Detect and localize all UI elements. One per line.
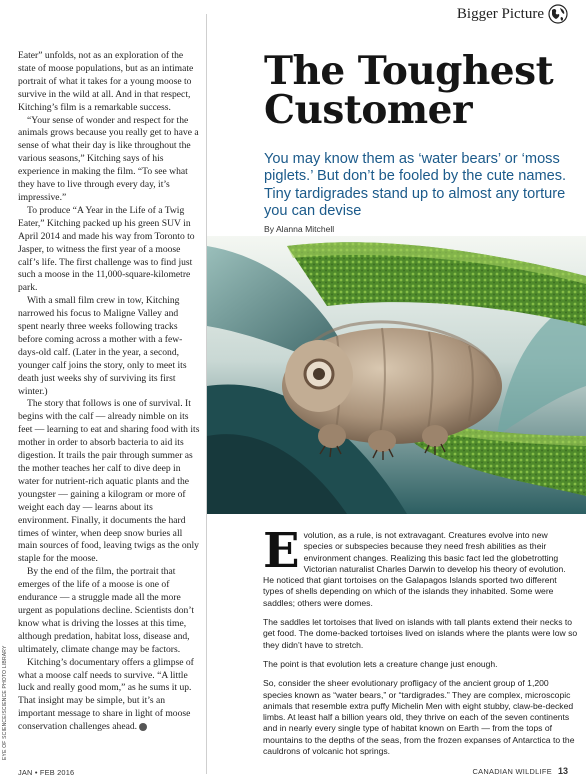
left-paragraph-text: Kitching’s documentary offers a glimpse of what a moose calf needs to survive. “A little luck and really good mom,” as he sums it up. That insight may be simple, but it’s an important message to share in light of moose conservation challenges ahead. xyxy=(18,656,194,733)
left-column-text xyxy=(18,50,200,734)
drop-cap: E xyxy=(263,523,300,579)
left-paragraph: By the end of the film, the portrait that emerges of the life of a moose is one of endurance — a struggle made all the more urgent as populations decline. Scientists don’t know what is driving the losses at this time, although predation, habitat loss, disease and, ultimately, climate change may be factors. xyxy=(18,566,195,655)
left-paragraph: “Your sense of wonder and respect for the animals grows because you really get to have a sense of what their day is like throughout the various seasons,” Kitching says of his experience in making the film. “To see what they have to live through every day, it’s impressive.” xyxy=(18,114,199,203)
body-paragraph: The point is that evolution lets a creature change just enough. xyxy=(263,658,498,669)
left-paragraph: To produce “A Year in the Life of a Twig Eater,” Kitching packed up his green SUV in April 2014 and made his way from Toronto to Jasper, to witness the first year of a moose calf’s life. The first challenge was to find just such a moose in the 11,000-square-kilometre park. xyxy=(18,204,195,294)
byline: By Alanna Mitchell xyxy=(264,224,335,234)
tardigrade-photo xyxy=(207,236,586,514)
article-title: The Toughest Customer xyxy=(264,48,554,133)
issue-date: JAN • FEB 2016 xyxy=(18,768,75,777)
page-number: 13 xyxy=(557,766,568,776)
left-paragraph: Eater” unfolds, not as an exploration of the state of moose populations, but as an intimate portrait of what it takes for a young moose to survive in the wild at all. And in that respect, Kitching’s film is a remarkable success. xyxy=(18,50,194,113)
section-label: Bigger Picture xyxy=(456,5,544,22)
page-footer xyxy=(18,766,568,778)
left-paragraph xyxy=(18,657,200,734)
end-mark-icon xyxy=(139,723,147,731)
article-deck: You may know them as ‘water bears’ or ‘moss piglets.’ But don’t be fooled by the cute names. Tiny tardigrades stand up to almost any torture you can devise xyxy=(264,151,567,220)
article-body xyxy=(263,523,579,765)
magazine-name: CANADIAN WILDLIFE xyxy=(472,767,552,776)
globe-icon xyxy=(548,4,568,24)
left-paragraph: The story that follows is one of survival. It begins with the calf — already nimble on its feet — learning to eat and sharing food with its mother in order to absorb bacteria to aid its digestion. It trails the pair through summer as the mother teaches her calf to dive deep in water for nutrient-rich aquatic plants and the youngster — gaining a kilogram or more of weight each day — learns about its environment. Finally, it documents the hard times of winter, when deep snow buries all main sources of food, leaving twigs as the only staple for the moose. xyxy=(18,398,200,565)
body-paragraph-text: volution, as a rule, is not extravagant. Creatures evolve into new species or subspecies because they need fresh abilities as their environment changes. Realizing this basic fact led the globetrotting Victorian naturalist Charles Darwin to develop his theory of evolution. He noticed that giant tortoises on the Galapagos Islands sported two different types of shells depending on which of the islands they inhabited. Some were saddles; others were domes. xyxy=(263,530,566,608)
body-paragraph xyxy=(263,523,579,609)
photo-credit: EYE OF SCIENCE/SCIENCE PHOTO LIBRARY xyxy=(2,645,8,760)
body-paragraph: The saddles let tortoises that lived on islands with tall plants extend their necks to get food. The dome-backed tortoises lived on islands where the plants were low so they didn’t have to stretch. xyxy=(263,617,578,650)
body-paragraph: So, consider the sheer evolutionary profligacy of the ancient group of 1,200 species known as “water bears,” or “tardigrades.” They are complex, microscopic animals that resemble extra puffy Michelin Men with eight stubby, claw-be-decked limbs. At least half a billion years old, they thrive on each of the seven continents and in nearly every single type of habitat known on Earth — from the tops of mountains to the depths of the seas, from the frozen expanses of Antarctica to the cauldrons of volcanic hot springs. xyxy=(263,678,575,757)
left-paragraph: With a small film crew in tow, Kitching narrowed his focus to Maligne Valley and spent nearly three weeks following tracks before coming across a mother with a few-days-old calf. (Later in the year, a second, younger calf joins the story, only to meet its death just weeks shy of surviving its first winter.) xyxy=(18,295,187,397)
footer-right xyxy=(473,766,568,776)
section-tag xyxy=(457,4,568,24)
